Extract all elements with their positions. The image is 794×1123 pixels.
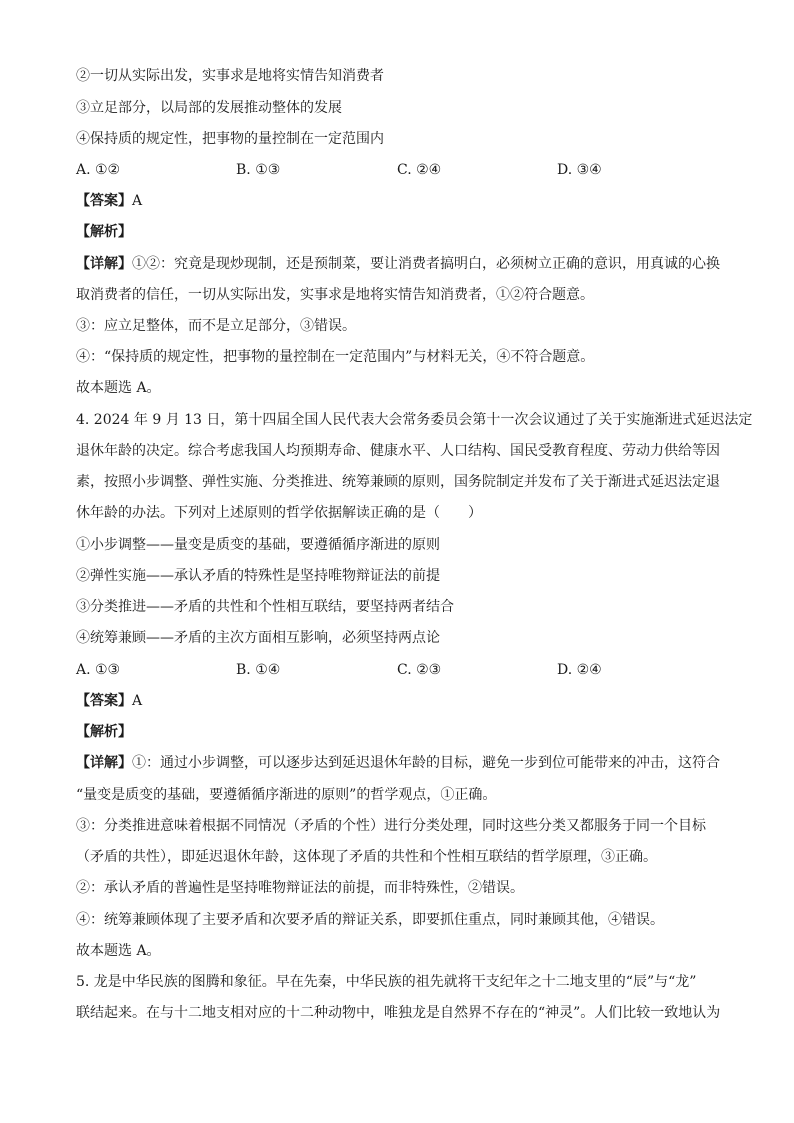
q3-option-d: D. ③④ [557,162,602,178]
detail-tag: 【详解】 [76,256,132,272]
q4-option-a: A. ①③ [76,662,121,678]
q4-detail-3: ②：承认矛盾的普遍性是坚持唯物辩证法的前提，而非特殊性，②错误。 [76,880,524,896]
q3-detail-2: ③：应立足整体，而不是立足部分，③错误。 [76,318,356,334]
detail-text: ①②：究竟是现炒现制，还是预制菜，要让消费者搞明白，必须树立正确的意识，用真诚的心换 [132,256,720,272]
q3-option-a: A. ①② [76,162,121,178]
q3-option-c: C. ②④ [397,162,442,178]
q3-option-b: B. ①③ [236,162,281,178]
detail-text: ①：通过小步调整，可以逐步达到延迟退休年龄的目标，避免一步到位可能带来的冲击，这符合 [132,755,720,771]
q5-stem-line-1: 5. 龙是中华民族的图腾和象征。早在先秦，中华民族的祖先就将干支纪年之十二地支里的“辰”与“龙” [76,974,697,990]
q3-answer [76,191,142,211]
q3-analysis-heading: 【解析】 [76,224,132,240]
answer-value: A [132,193,143,209]
q4-statement-3: ③分类推进——矛盾的共性和个性相互联结，要坚持两者结合 [76,599,454,615]
q4-stem-line-3: 素，按照小步调整、弹性实施、分类推进、统筹兼顾的原则，国务院制定并发布了关于渐进式延迟法定退 [76,474,720,490]
q3-statement-3: ③立足部分，以局部的发展推动整体的发展 [76,100,342,116]
q4-detail-1b: “量变是质变的基础，要遵循循序渐进的原则”的哲学观点，①正确。 [76,787,497,803]
q4-option-b: B. ①④ [236,662,281,678]
q5-stem-line-2: 联结起来。在与十二地支相对应的十二种动物中，唯独龙是自然界不存在的“神灵”。人们比较一致地认为 [76,1005,721,1021]
q3-detail-3: ④：“保持质的规定性，把事物的量控制在一定范围内”与材料无关，④不符合题意。 [76,349,595,365]
q4-analysis-heading: 【解析】 [76,724,132,740]
q4-statement-2: ②弹性实施——承认矛盾的特殊性是坚持唯物辩证法的前提 [76,568,440,584]
answer-value: A [132,693,143,709]
q4-detail-4: ④：统筹兼顾体现了主要矛盾和次要矛盾的辩证关系，即要抓住重点，同时兼顾其他，④错误。 [76,912,664,928]
q3-conclusion: 故本题选 A。 [76,380,161,396]
q4-detail-2b: （矛盾的共性），即延迟退休年龄，这体现了矛盾的共性和个性相互联结的哲学原理，③正确。 [76,849,657,865]
q4-conclusion: 故本题选 A。 [76,943,161,959]
q4-option-c: C. ②③ [397,662,442,678]
answer-tag: 【答案】 [76,193,132,209]
q3-statement-4: ④保持质的规定性，把事物的量控制在一定范围内 [76,131,384,147]
q4-option-d: D. ②④ [557,662,602,678]
q3-statement-2: ②一切从实际出发，实事求是地将实情告知消费者 [76,68,384,84]
q4-stem-line-4: 休年龄的办法。下列对上述原则的哲学依据解读正确的是（ ） [76,505,482,521]
q4-stem-line-2: 退休年龄的决定。综合考虑我国人均预期寿命、健康水平、人口结构、国民受教育程度、劳动力供给等因 [76,443,720,459]
q4-statement-4: ④统筹兼顾——矛盾的主次方面相互影响，必须坚持两点论 [76,630,440,646]
answer-tag: 【答案】 [76,693,132,709]
q3-detail-1a [76,254,720,274]
q4-stem-line-1: 4. 2024 年 9 月 13 日，第十四届全国人民代表大会常务委员会第十一次会议通过了关于实施渐进式延迟法定 [76,412,753,428]
q4-answer [76,691,142,711]
q3-detail-1b: 取消费者的信任，一切从实际出发，实事求是地将实情告知消费者，①②符合题意。 [76,287,594,303]
q4-detail-2a: ③：分类推进意味着根据不同情况（矛盾的个性）进行分类处理，同时这些分类又都服务于同一个目标 [76,818,706,834]
q4-statement-1: ①小步调整——量变是质变的基础，要遵循循序渐进的原则 [76,537,440,553]
detail-tag: 【详解】 [76,755,132,771]
q4-detail-1a [76,753,720,773]
